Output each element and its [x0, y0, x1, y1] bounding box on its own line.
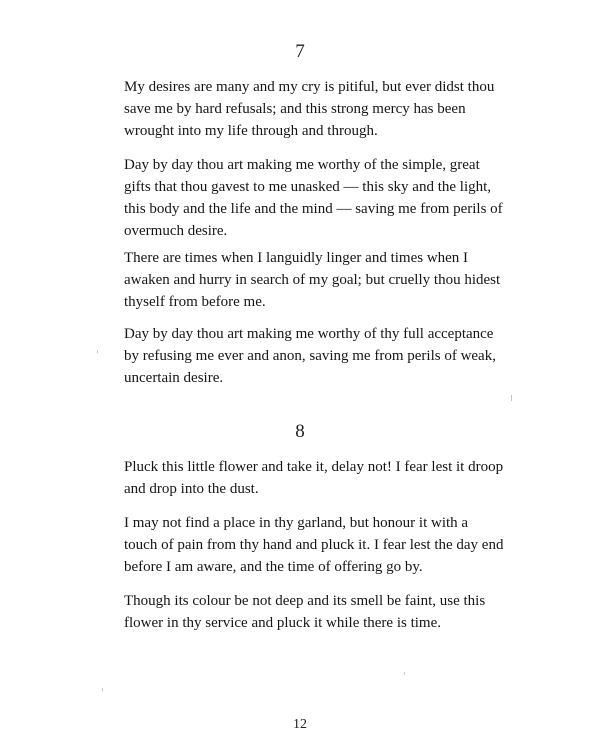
text-line: wrought into my life through and through.	[124, 123, 378, 139]
text-line: touch of pain from thy hand and pluck it. I fear lest the day end	[124, 537, 504, 553]
page-number: 12	[293, 717, 307, 732]
text-line: uncertain desire.	[124, 370, 224, 386]
text-line: There are times when I languidly linger and times when I	[124, 250, 469, 266]
poem-7-paragraph-3	[124, 247, 524, 313]
poem-8-paragraph-3	[124, 590, 524, 634]
poem-number-7: 7	[295, 41, 305, 62]
text-line: overmuch desire.	[124, 223, 228, 239]
text-line: Pluck this little flower and take it, delay not! I fear lest it droop	[124, 459, 504, 475]
text-line: flower in thy service and pluck it while there is time.	[124, 615, 441, 631]
poem-8-paragraph-1	[124, 456, 524, 500]
text-line: Though its colour be not deep and its smell be faint, use this	[124, 593, 486, 609]
scan-speck	[511, 395, 512, 401]
text-line: awaken and hurry in search of my goal; but cruelly thou hidest	[124, 272, 501, 288]
text-line: before I am aware, and the time of offering go by.	[124, 559, 423, 575]
text-line: I may not find a place in thy garland, but honour it with a	[124, 515, 469, 531]
poem-7-paragraph-4	[124, 323, 524, 389]
text-line: Day by day thou art making me worthy of the simple, great	[124, 157, 480, 173]
text-line: save me by hard refusals; and this strong mercy has been	[124, 101, 466, 117]
scan-speck	[404, 672, 405, 675]
text-line: gifts that thou gavest to me unasked — this sky and the light,	[124, 179, 492, 195]
text-line: and drop into the dust.	[124, 481, 259, 497]
text-line: by refusing me ever and anon, saving me from perils of weak,	[124, 348, 496, 364]
scan-speck	[97, 350, 98, 353]
poem-7-paragraph-1	[124, 76, 524, 142]
text-line: My desires are many and my cry is pitiful, but ever didst thou	[124, 79, 495, 95]
poem-number-8: 8	[295, 421, 305, 442]
text-line: thyself from before me.	[124, 294, 266, 310]
poem-7-paragraph-2	[124, 154, 524, 242]
poem-8-paragraph-2	[124, 512, 524, 578]
text-line: Day by day thou art making me worthy of thy full acceptance	[124, 326, 494, 342]
text-line: this body and the life and the mind — saving me from perils of	[124, 201, 503, 217]
scan-speck	[102, 688, 103, 691]
